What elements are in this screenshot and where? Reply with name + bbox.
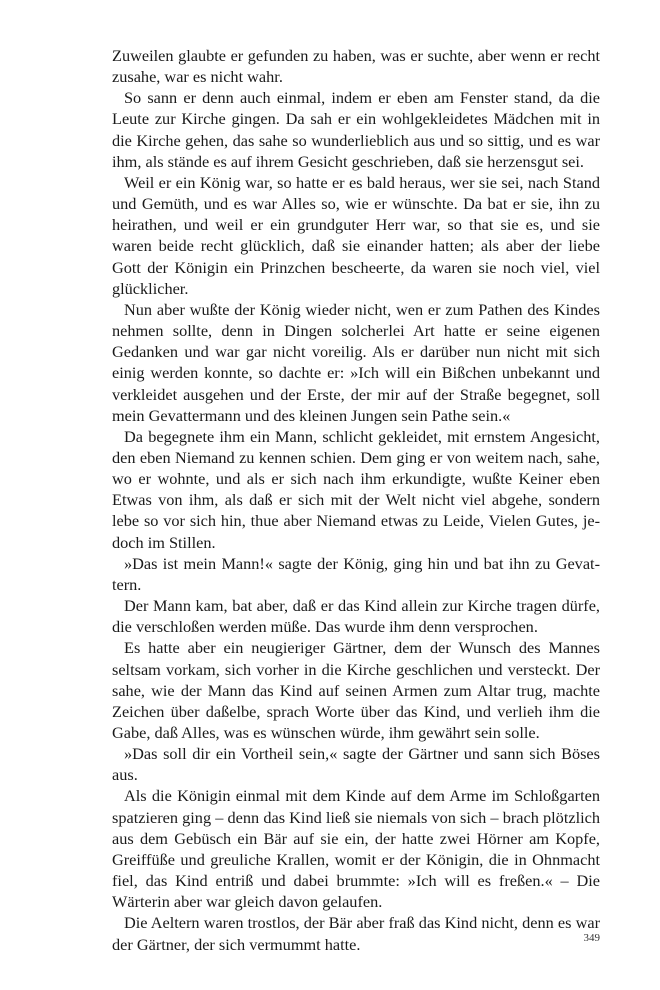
paragraph: »Das soll dir ein Vortheil sein,« sagte der Gärtner und sann sich Böses aus. bbox=[112, 744, 600, 785]
body-text bbox=[112, 45, 600, 955]
paragraph: Der Mann kam, bat aber, daß er das Kind allein zur Kirche tragen dürfe, die verschloßen werden müße. Das wurde ihm denn versprochen. bbox=[112, 596, 600, 637]
paragraph: Es hatte aber ein neugieriger Gärtner, dem der Wunsch des Mannes seltsam vorkam, sich vorher in die Kirche geschlichen und versteckt. Der sahe, wie der Mann das Kind auf seinen Armen zum Altar trug, machte Zeichen über daßelbe, sprach Worte über das Kind, und verlieh ihm die Gabe, daß Alles, was es wünschen würde, ihm gewährt sein solle. bbox=[112, 638, 600, 742]
paragraph: Die Aeltern waren trostlos, der Bär aber fraß das Kind nicht, denn es war der Gärtner, der sich vermummt hatte. bbox=[112, 913, 600, 954]
page-number: 349 bbox=[583, 932, 600, 944]
paragraph: »Das ist mein Mann!« sagte der König, ging hin und bat ihn zu Gevattern. bbox=[112, 553, 600, 594]
paragraph: So sann er denn auch einmal, indem er eben am Fenster stand, da die Leute zur Kirche gingen. Da sah er ein wohlgekleidetes Mädchen mit in die Kirche gehen, das sahe so wunderlieblich aus und so sittig, und es war ihm, als stände es auf ihrem Gesicht geschrieben, daß sie herzensgut sei. bbox=[112, 88, 600, 171]
paragraph: Weil er ein König war, so hatte er es bald heraus, wer sie sei, nach Stand und Gemüth, und es war Alles so, wie er wünschte. Da bat er sie, ihn zu heirathen, und weil er ein grundguter Herr war, so that sie es, und sie waren beide recht glücklich, daß sie einander hatten; als aber der liebe Gott der Königin ein Prinzchen bescheerte, da waren sie noch viel, viel glücklicher. bbox=[112, 172, 600, 298]
paragraph: Da begegnete ihm ein Mann, schlicht gekleidet, mit ernstem Angesicht, den eben Niemand zu kennen schien. Dem ging er von weitem nach, sahe, wo er wohnte, und als er sich nach ihm erkundigte, wußte Keiner eben Etwas von ihm, als daß er sich mit der Welt nicht viel abgehe, sondern lebe so vor sich hin, thue aber Niemand etwas zu Leide, Vielen Gutes, jedoch im Stillen. bbox=[112, 426, 600, 552]
paragraph: Zuweilen glaubte er gefunden zu haben, was er suchte, aber wenn er recht zusahe, war es nicht wahr. bbox=[112, 46, 600, 87]
paragraph: Nun aber wußte der König wieder nicht, wen er zum Pathen des Kindes nehmen sollte, denn in Dingen solcherlei Art hatte er seine eigenen Gedanken und war gar nicht voreilig. Als er darüber nun nicht mit sich einig werden konnte, so dachte er: »Ich will ein Bißchen unbekannt und verkleidet ausgehen und der Erste, der mir auf der Straße begegnet, soll mein Gevattermann und des kleinen Jungen sein Pathe sein.« bbox=[112, 299, 600, 425]
paragraph: Als die Königin einmal mit dem Kinde auf dem Arme im Schloßgarten spatzieren ging – denn das Kind ließ sie niemals von sich – brach plötzlich aus dem Gebüsch ein Bär auf sie ein, der hatte zwei Hörner am Kopfe, Greiffüße und greuliche Krallen, womit er der Königin, die in Ohnmacht fiel, das Kind entriß und dabei brummte: »Ich will es freßen.« – Die Wärterin aber war gleich davon gelaufen. bbox=[112, 786, 600, 912]
